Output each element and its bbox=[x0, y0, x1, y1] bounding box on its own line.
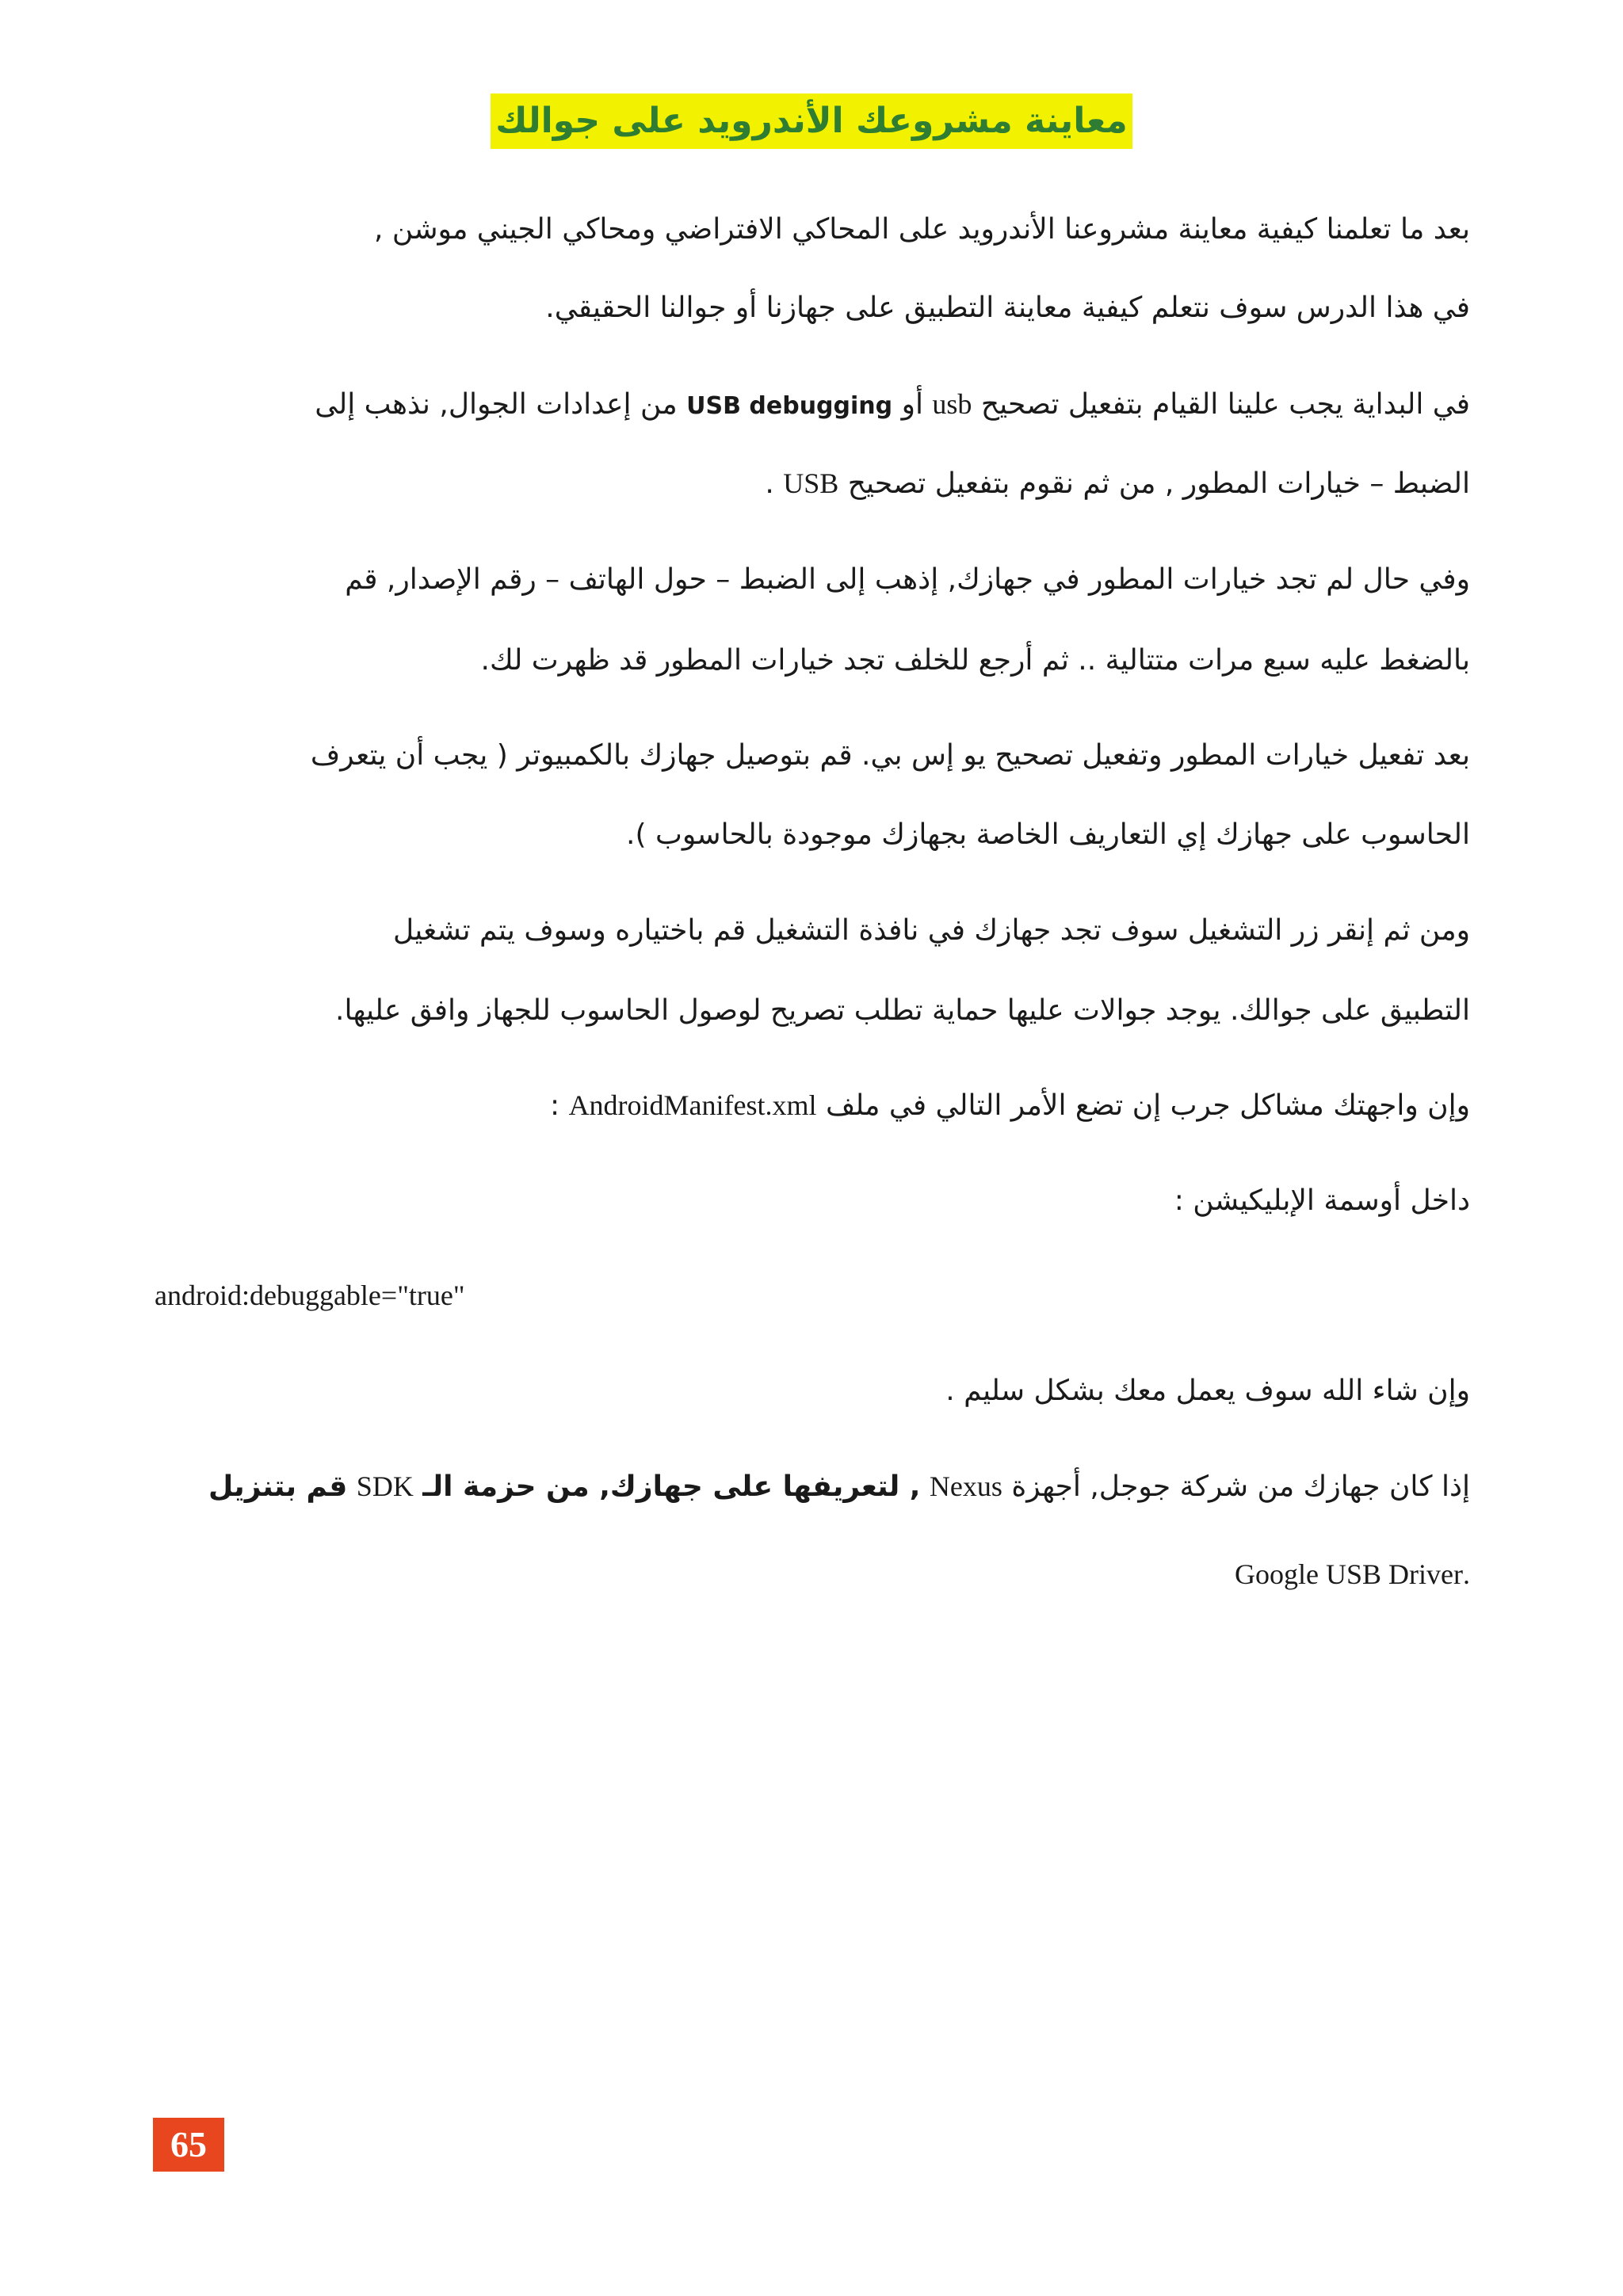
paragraph-line: بعد ما تعلمنا كيفية معاينة مشروعنا الأندرويد على المحاكي الافتراضي ومحاكي الجيني موشن , bbox=[374, 213, 1470, 246]
paragraph-line bbox=[155, 1466, 1470, 1508]
paragraph-line bbox=[155, 1085, 1470, 1127]
paragraph-line: التطبيق على جوالك. يوجد جوالات عليها حماية تطلب تصريح لوصول الحاسوب للجهاز وافق عليها. bbox=[335, 994, 1470, 1027]
paragraph-line: داخل أوسمة الإبليكيشن : bbox=[1174, 1184, 1470, 1217]
paragraph-line: وفي حال لم تجد خيارات المطور في جهازك, إذهب إلى الضبط – حول الهاتف – رقم الإصدار, قم bbox=[345, 563, 1470, 596]
line-text: . bbox=[765, 467, 774, 500]
paragraph-line bbox=[155, 463, 1470, 505]
line-text: قم بتنزيل bbox=[208, 1470, 348, 1503]
line-text: إذا كان جهازك من شركة جوجل, أجهزة bbox=[1011, 1470, 1470, 1503]
line-text: أو bbox=[901, 388, 923, 421]
paragraph-line bbox=[155, 383, 1470, 427]
paragraph-line: في هذا الدرس سوف نتعلم كيفية معاينة التطبيق على جهازنا أو جوالنا الحقيقي. bbox=[545, 292, 1470, 324]
line-text: USB debugging bbox=[686, 392, 893, 420]
line-text: SDK bbox=[356, 1470, 414, 1502]
line-text: USB bbox=[783, 467, 839, 499]
line-text: في البداية يجب علينا القيام بتفعيل تصحيح bbox=[980, 388, 1470, 421]
paragraph-line: بالضغط عليه سبع مرات متتالية .. ثم أرجع للخلف تجد خيارات المطور قد ظهرت لك. bbox=[480, 644, 1470, 677]
line-text: AndroidManifest.xml bbox=[568, 1089, 817, 1121]
line-text: : bbox=[549, 1089, 560, 1122]
page-number: 65 bbox=[153, 2118, 224, 2172]
page-title: معاينة مشروعك الأندرويد على جوالك bbox=[491, 93, 1132, 149]
paragraph-line: وإن شاء الله سوف يعمل معك بشكل سليم . bbox=[945, 1375, 1470, 1407]
paragraph-line: ومن ثم إنقر زر التشغيل سوف تجد جهازك في نافذة التشغيل قم باختياره وسوف يتم تشغيل bbox=[392, 914, 1470, 947]
line-text: , لتعريفها على جهازك, من حزمة الـ bbox=[422, 1470, 921, 1503]
line-text: من إعدادات الجوال, نذهب إلى bbox=[315, 388, 678, 421]
paragraph-line: بعد تفعيل خيارات المطور وتفعيل تصحيح يو إس بي. قم بتوصيل جهازك بالكمبيوتر ( يجب أن يتعرف bbox=[310, 739, 1470, 772]
line-text: Nexus bbox=[929, 1470, 1002, 1502]
line-text: usb bbox=[932, 388, 972, 420]
line-text: الضبط – خيارات المطور , من ثم نقوم بتفعيل تصحيح bbox=[847, 467, 1470, 500]
code-line: android:debuggable="true" bbox=[155, 1280, 465, 1311]
paragraph-line: .Google USB Driver bbox=[1235, 1558, 1470, 1590]
paragraph-line: الحاسوب على جهازك إي التعاريف الخاصة بجهازك موجودة بالحاسوب ). bbox=[626, 818, 1470, 851]
line-text: وإن واجهتك مشاكل جرب إن تضع الأمر التالي في ملف bbox=[825, 1089, 1470, 1122]
